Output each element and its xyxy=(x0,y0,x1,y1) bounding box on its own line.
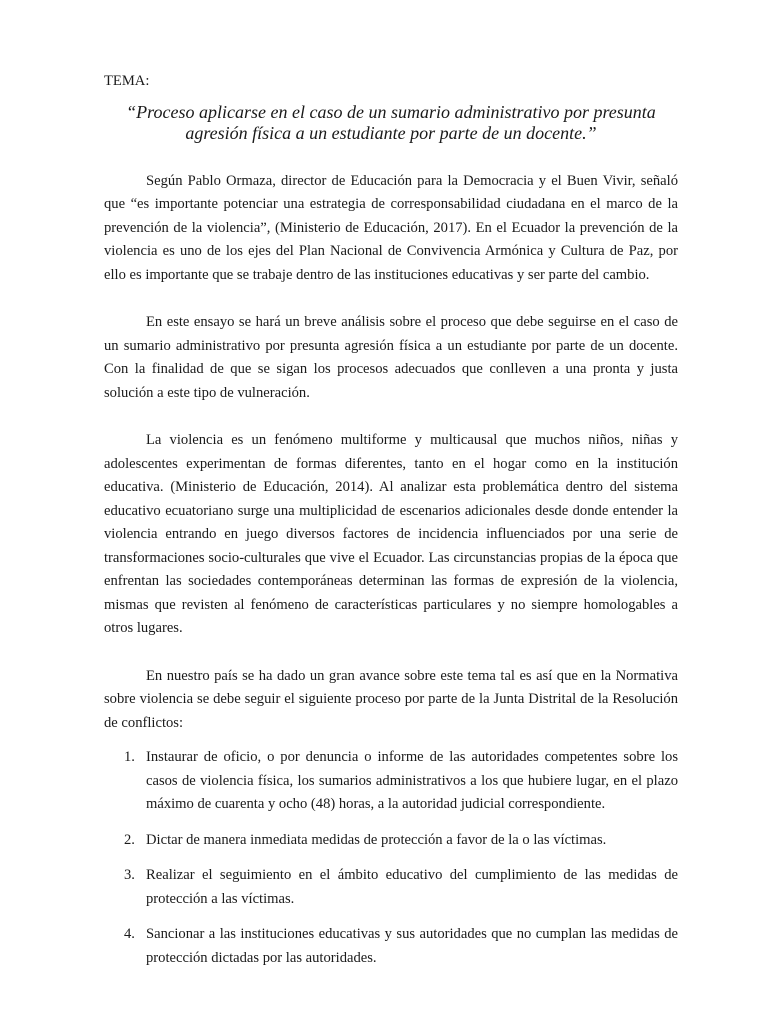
paragraph: En este ensayo se hará un breve análisis sobre el proceso que debe seguirse en el caso de un sumario administrativo por presunta agresión física a un estudiante por parte de un docente. Con la finalidad de que se sigan los procesos adecuados que conlleven a una pronta y justa solución a este tipo de vulneración. xyxy=(104,314,678,401)
list-item xyxy=(104,864,678,911)
document-title xyxy=(104,102,678,144)
list-item-number: 4. xyxy=(124,926,135,942)
process-steps-list xyxy=(104,746,678,970)
list-item-text: Realizar el seguimiento en el ámbito educativo del cumplimiento de las medidas de protección a las víctimas. xyxy=(146,867,678,907)
paragraph: La violencia es un fenómeno multiforme y multicausal que muchos niños, niñas y adolescentes experimentan de formas diferentes, tanto en el hogar como en la institución educativa. (Ministerio de Educación, 2014). Al analizar esta problemática dentro del sistema educativo ecuatoriano surge una multiplicidad de escenarios adicionales desde donde entender la violencia entrando en juego diversos factores de incidencia influenciados por una serie de transformaciones socio-culturales que vive el Ecuador. Las circunstancias propias de la época que enfrentan las sociedades contemporáneas determinan las formas de expresión de la violencia, mismas que revisten al fenómeno de características particulares y no siempre homologables a otros lugares. xyxy=(104,432,678,636)
document-title-line: agresión física a un estudiante por parte de un docente.” xyxy=(185,122,597,143)
list-item xyxy=(104,923,678,970)
list-item-text: Dictar de manera inmediata medidas de protección a favor de la o las víctimas. xyxy=(146,831,607,848)
list-item-text: Instaurar de oficio, o por denuncia o informe de las autoridades competentes sobre los casos de violencia física, los sumarios administrativos a los que hubiere lugar, en el plazo máximo de cuarenta y ocho (48) horas, a la autoridad judicial correspondiente. xyxy=(146,749,678,812)
list-item-number: 3. xyxy=(124,867,135,883)
paragraph: En nuestro país se ha dado un gran avance sobre este tema tal es así que en la Normativa sobre violencia se debe seguir el siguiente proceso por parte de la Junta Distrital de la Resolución de conflictos: xyxy=(104,667,678,731)
list-item-number: 2. xyxy=(124,831,135,848)
list-item xyxy=(104,746,678,817)
list-item xyxy=(104,829,678,853)
list-item-text: Sancionar a las instituciones educativas y sus autoridades que no cumplan las medidas de protección dictadas por las autoridades. xyxy=(146,926,678,966)
document-title-line: “Proceso aplicarse en el caso de un sumario administrativo por presunta xyxy=(126,101,656,122)
section-heading: TEMA: xyxy=(104,73,150,89)
paragraph: Según Pablo Ormaza, director de Educación para la Democracia y el Buen Vivir, señaló que “es importante potenciar una estrategia de corresponsabilidad ciudadana en el marco de la prevención de la violencia”, (Ministerio de Educación, 2017). En el Ecuador la prevención de la violencia es uno de los ejes del Plan Nacional de Convivencia Armónica y Cultura de Paz, por ello es importante que se trabaje dentro de las instituciones educativas y ser parte del cambio. xyxy=(104,172,678,283)
list-item-number: 1. xyxy=(124,749,135,765)
document-page xyxy=(104,70,678,982)
